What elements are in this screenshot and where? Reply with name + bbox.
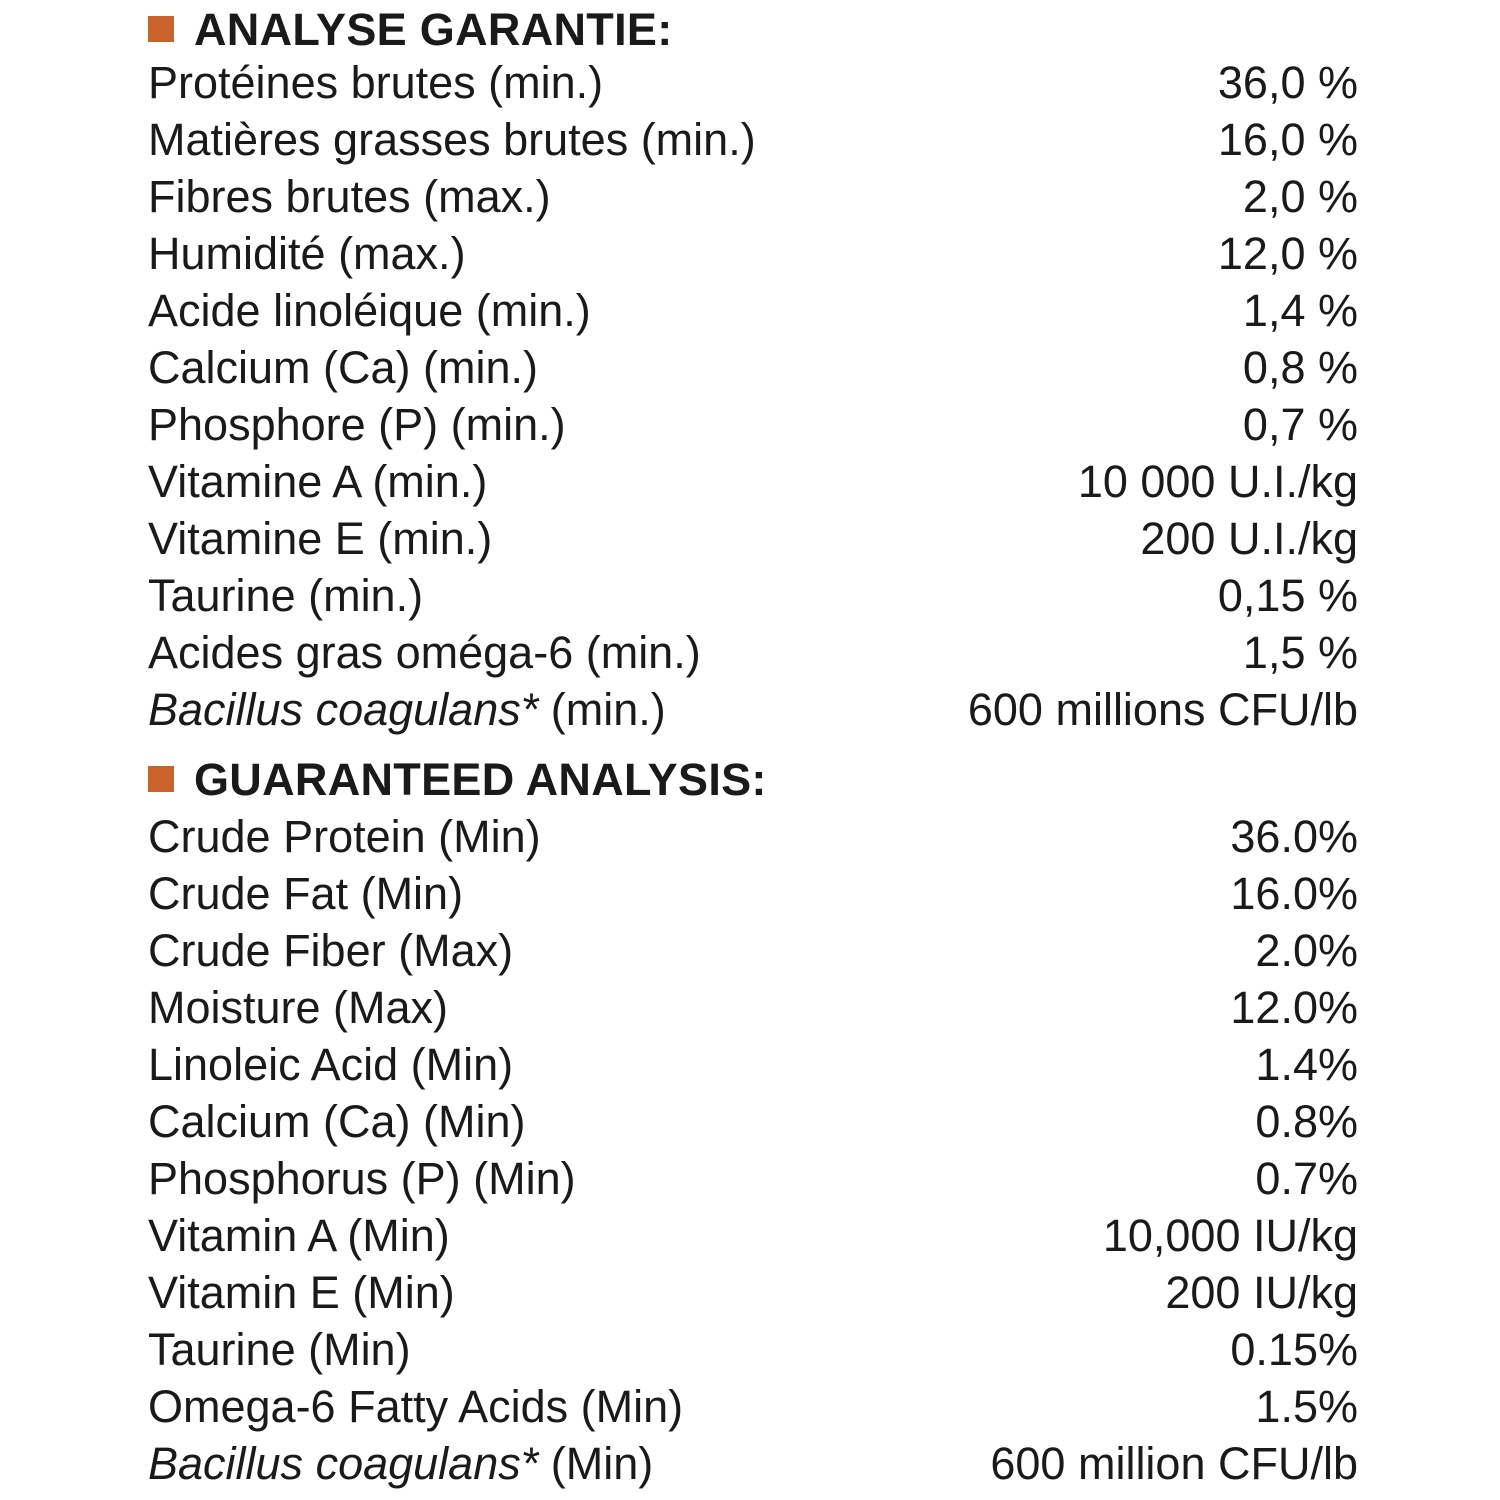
nutrient-value: 600 millions CFU/lb (967, 684, 1358, 735)
nutrient-value: 0,7 % (1242, 399, 1358, 450)
nutrient-label: Phosphore (P) (min.) (148, 399, 566, 450)
table-row (0, 1039, 1500, 1099)
nutrient-label: Vitamine A (min.) (148, 456, 488, 507)
nutrient-label: Omega-6 Fatty Acids (Min) (148, 1381, 684, 1432)
nutrient-value: 1,5 % (1242, 627, 1358, 678)
nutrient-label: Humidité (max.) (148, 228, 466, 279)
nutrient-label: Taurine (min.) (148, 570, 424, 621)
nutrient-value: 0.8% (1255, 1096, 1358, 1147)
nutrient-label: Acides gras oméga-6 (min.) (148, 627, 701, 678)
section-title-en: GUARANTEED ANALYSIS: (194, 753, 767, 805)
nutrient-value: 2.0% (1255, 925, 1358, 976)
nutrient-value: 16.0% (1230, 868, 1358, 919)
nutrient-label-italic: Bacillus coagulans* (148, 1438, 539, 1489)
nutrient-value: 10 000 U.I./kg (1077, 456, 1358, 507)
nutrient-label-suffix: (Min) (538, 1438, 654, 1489)
table-row (0, 114, 1500, 174)
guaranteed-analysis-section (0, 750, 1500, 1498)
table-row (0, 399, 1500, 459)
table-row (0, 1324, 1500, 1384)
nutrient-label: Crude Fiber (Max) (148, 925, 514, 976)
nutrient-label: Crude Protein (Min) (148, 811, 541, 862)
nutrient-label: Fibres brutes (max.) (148, 171, 551, 222)
nutrient-label: Vitamin A (Min) (148, 1210, 450, 1261)
nutrient-label: Crude Fat (Min) (148, 868, 464, 919)
table-row (0, 570, 1500, 630)
table-row (0, 1153, 1500, 1213)
table-row (0, 342, 1500, 402)
analyse-garantie-heading (0, 0, 1500, 58)
square-bullet-icon (148, 16, 174, 42)
nutrient-value: 12,0 % (1217, 228, 1358, 279)
table-row (0, 1096, 1500, 1156)
nutrient-value: 2,0 % (1242, 171, 1358, 222)
table-row (0, 285, 1500, 345)
table-row (0, 868, 1500, 928)
analyse-garantie-section (0, 0, 1500, 744)
nutrient-value: 10,000 IU/kg (1102, 1210, 1358, 1261)
table-row (0, 171, 1500, 231)
nutrient-label (148, 684, 666, 735)
nutrient-value: 600 million CFU/lb (990, 1438, 1358, 1489)
table-row (0, 982, 1500, 1042)
nutrient-label (148, 1438, 654, 1489)
nutrient-value: 200 IU/kg (1165, 1267, 1358, 1318)
nutrient-value: 1.4% (1255, 1039, 1358, 1090)
nutrient-label: Acide linoléique (min.) (148, 285, 591, 336)
nutrient-value: 200 U.I./kg (1140, 513, 1358, 564)
table-row (0, 627, 1500, 687)
table-row (0, 811, 1500, 871)
table-row (0, 228, 1500, 288)
nutrient-label: Phosphorus (P) (Min) (148, 1153, 576, 1204)
nutrient-label: Matières grasses brutes (min.) (148, 114, 756, 165)
guaranteed-analysis-heading (0, 750, 1500, 808)
analyse-garantie-rows (0, 57, 1500, 744)
nutrient-value: 1.5% (1255, 1381, 1358, 1432)
nutrient-label: Taurine (Min) (148, 1324, 411, 1375)
table-row (0, 1267, 1500, 1327)
nutrient-label-italic: Bacillus coagulans* (148, 684, 539, 735)
nutrient-value: 1,4 % (1242, 285, 1358, 336)
nutrient-label: Protéines brutes (min.) (148, 57, 604, 108)
section-title-fr: ANALYSE GARANTIE: (194, 3, 673, 55)
table-row (0, 1381, 1500, 1441)
table-row (0, 1438, 1500, 1498)
nutrient-value: 16,0 % (1217, 114, 1358, 165)
nutrient-label-suffix: (min.) (538, 684, 666, 735)
table-row (0, 925, 1500, 985)
nutrient-value: 12.0% (1230, 982, 1358, 1033)
table-row (0, 513, 1500, 573)
table-row (0, 1210, 1500, 1270)
nutrient-value: 36.0% (1230, 811, 1358, 862)
nutrient-value: 0.7% (1255, 1153, 1358, 1204)
nutrient-label: Linoleic Acid (Min) (148, 1039, 514, 1090)
nutrient-label: Vitamin E (Min) (148, 1267, 455, 1318)
nutrient-label: Moisture (Max) (148, 982, 449, 1033)
nutrient-value: 36,0 % (1217, 57, 1358, 108)
nutrient-value: 0,15 % (1217, 570, 1358, 621)
nutrient-label: Calcium (Ca) (min.) (148, 342, 539, 393)
nutrient-value: 0,8 % (1242, 342, 1358, 393)
table-row (0, 684, 1500, 744)
table-row (0, 57, 1500, 117)
table-row (0, 456, 1500, 516)
nutrient-label: Vitamine E (min.) (148, 513, 493, 564)
nutrient-value: 0.15% (1230, 1324, 1358, 1375)
guaranteed-analysis-rows (0, 811, 1500, 1498)
nutrient-label: Calcium (Ca) (Min) (148, 1096, 526, 1147)
square-bullet-icon (148, 766, 174, 792)
